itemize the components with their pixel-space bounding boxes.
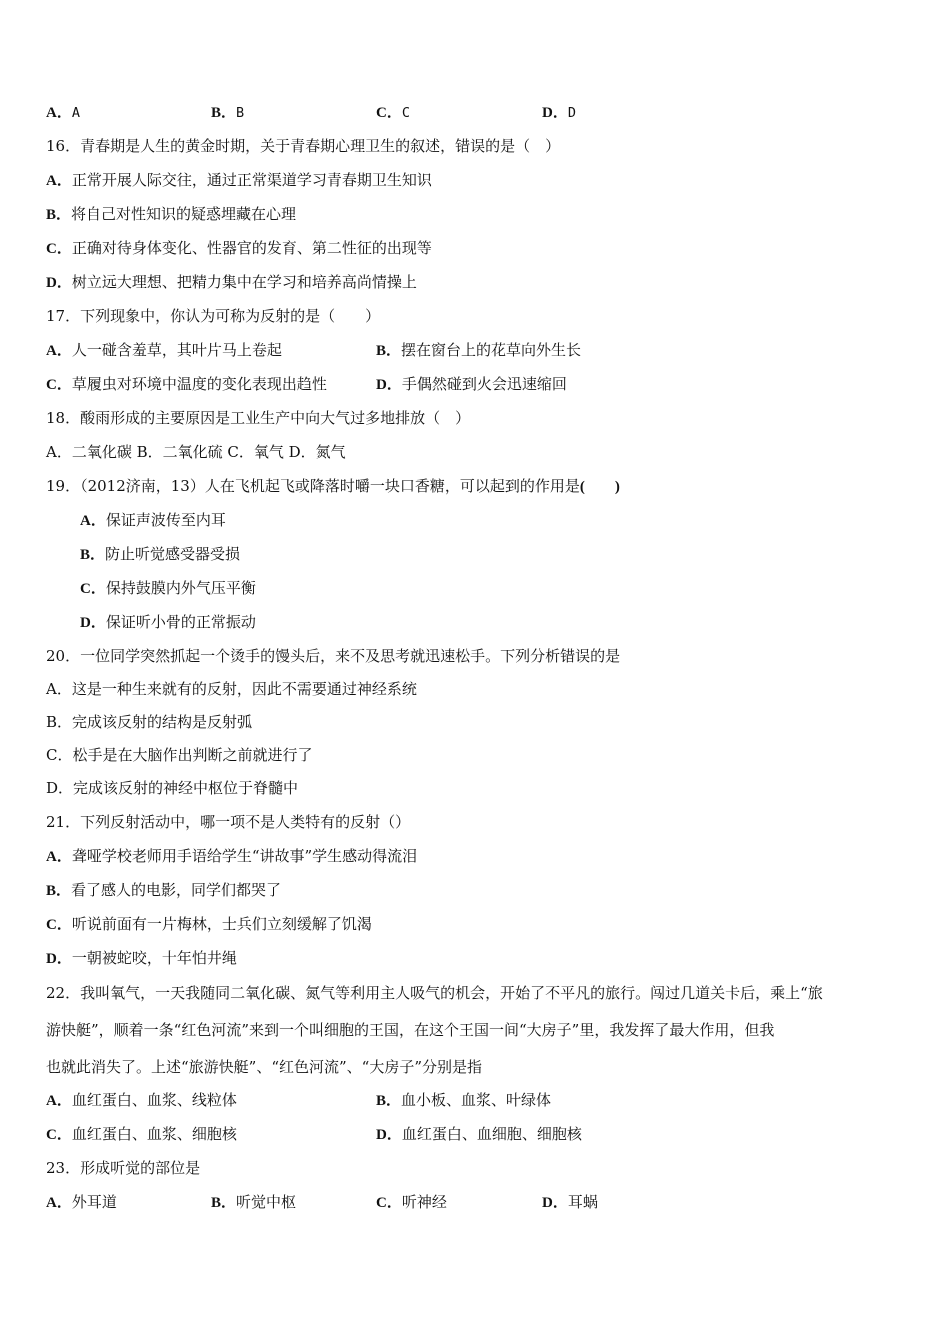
q19-option-a: A．保证声波传至内耳 bbox=[80, 511, 226, 529]
q22-option-b: B．血小板、血浆、叶绿体 bbox=[376, 1091, 552, 1109]
q17-stem: 17．下列现象中，你认为可称为反射的是（ ） bbox=[46, 307, 381, 325]
q20-option-b: B．完成该反射的结构是反射弧 bbox=[46, 713, 253, 731]
q22-stem-line-3: 也就此消失了。上述“旅游快艇”、“红色河流”、“大房子”分别是指 bbox=[46, 1058, 483, 1076]
q22-stem-line-1: 22．我叫氧气，一天我随同二氧化碳、氮气等利用主人吸气的机会，开始了不平凡的旅行。闯过几道关卡后，乘上“旅 bbox=[46, 984, 823, 1002]
q17-option-b: B．摆在窗台上的花草向外生长 bbox=[376, 341, 582, 359]
q16-option-d: D．树立远大理想、把精力集中在学习和培养高尚情操上 bbox=[46, 273, 417, 291]
q20-stem: 20．一位同学突然抓起一个烫手的馒头后，来不及思考就迅速松手。下列分析错误的是 bbox=[46, 647, 621, 665]
q22-option-a: A．血红蛋白、血浆、线粒体 bbox=[46, 1091, 237, 1109]
q17-option-c: C．草履虫对环境中温度的变化表现出趋性 bbox=[46, 375, 327, 393]
q21-option-d: D．一朝被蛇咬，十年怕井绳 bbox=[46, 949, 237, 967]
q18-stem: 18．酸雨形成的主要原因是工业生产中向大气过多地排放（ ） bbox=[46, 409, 471, 427]
q19-option-b: B．防止听觉感受器受损 bbox=[80, 545, 241, 563]
q20-option-a: A．这是一种生来就有的反射，因此不需要通过神经系统 bbox=[46, 680, 417, 698]
q15-option-b: B．B bbox=[211, 105, 245, 121]
q21-stem: 21．下列反射活动中，哪一项不是人类特有的反射（） bbox=[46, 813, 411, 831]
q15-option-a: A．A bbox=[46, 105, 80, 121]
q16-option-b: B．将自己对性知识的疑惑埋藏在心理 bbox=[46, 205, 297, 223]
q17-option-a: A．人一碰含羞草，其叶片马上卷起 bbox=[46, 341, 282, 359]
q18-options: A．二氧化碳 B．二氧化硫 C．氧气 D．氮气 bbox=[46, 443, 346, 461]
q19-stem: 19．（2012济南，13）人在飞机起飞或降落时嚼一块口香糖，可以起到的作用是( ) bbox=[46, 477, 620, 495]
q20-option-c: C．松手是在大脑作出判断之前就进行了 bbox=[46, 746, 313, 764]
q21-option-a: A．聋哑学校老师用手语给学生“讲故事”学生感动得流泪 bbox=[46, 847, 418, 865]
q16-option-c: C．正确对待身体变化、性器官的发育、第二性征的出现等 bbox=[46, 239, 432, 257]
q16-stem: 16．青春期是人生的黄金时期，关于青春期心理卫生的叙述，错误的是（ ） bbox=[46, 137, 561, 155]
q15-option-d: D．D bbox=[542, 105, 576, 121]
q23-option-c: C．听神经 bbox=[376, 1193, 447, 1211]
q21-option-b: B．看了感人的电影，同学们都哭了 bbox=[46, 881, 282, 899]
q22-option-c: C．血红蛋白、血浆、细胞核 bbox=[46, 1125, 237, 1143]
q22-option-d: D．血红蛋白、血细胞、细胞核 bbox=[376, 1125, 582, 1143]
q19-option-d: D．保证听小骨的正常振动 bbox=[80, 613, 256, 631]
q22-stem-line-2: 游快艇”，顺着一条“红色河流”来到一个叫细胞的王国，在这个王国一间“大房子”里，我发挥了最大作用，但我 bbox=[46, 1021, 775, 1039]
q23-stem: 23．形成听觉的部位是 bbox=[46, 1159, 201, 1177]
q21-option-c: C．听说前面有一片梅林，士兵们立刻缓解了饥渴 bbox=[46, 915, 372, 933]
q23-option-b: B．听觉中枢 bbox=[211, 1193, 297, 1211]
q16-option-a: A．正常开展人际交往，通过正常渠道学习青春期卫生知识 bbox=[46, 171, 432, 189]
q17-option-d: D．手偶然碰到火会迅速缩回 bbox=[376, 375, 567, 393]
q15-option-c: C．C bbox=[376, 105, 410, 121]
q19-option-c: C．保持鼓膜内外气压平衡 bbox=[80, 579, 256, 597]
q23-option-d: D．耳蜗 bbox=[542, 1193, 598, 1211]
q20-option-d: D．完成该反射的神经中枢位于脊髓中 bbox=[46, 779, 299, 797]
q23-option-a: A．外耳道 bbox=[46, 1193, 117, 1211]
